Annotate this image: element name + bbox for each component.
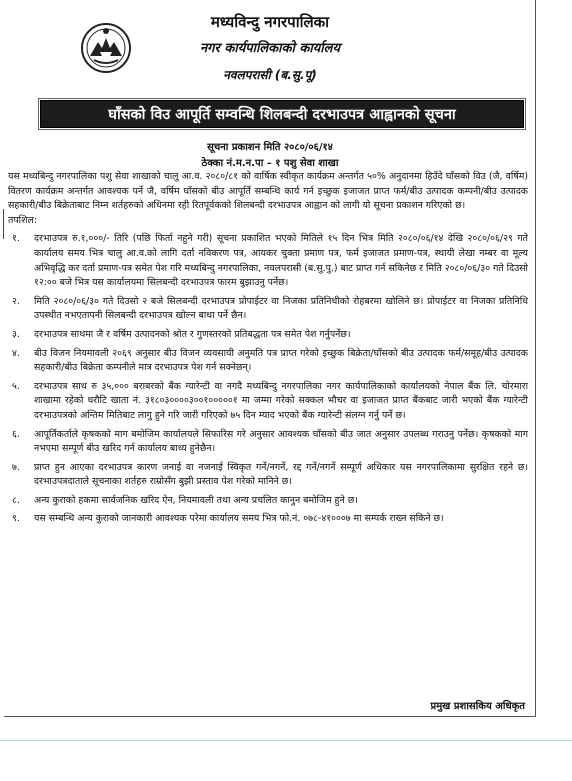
item-number: ६.: [12, 428, 20, 440]
conditions-list: [8, 232, 528, 527]
item-text: अन्य कुराको हकमा सार्वजनिक खरिद ऐन, नियमावली तथा अन्य प्रचलित कानुन बमोजिम हुने छ।: [34, 494, 358, 506]
item-number: ९.: [12, 513, 20, 525]
district-name: नवलपरासी (ब.सु.पू): [223, 68, 317, 82]
item-text: बीउ विजन नियमावली २०६९ अनुसार बीउ विजन व्यवसायी अनुमति पत्र प्राप्त गरेको इच्छुक बिक्रेता/घाँसको बीउ उत्पादक फर्म/समूह/बीउ उत्पादक सहकारी/बीउ बिक्रेता कम्पनीले मात्र दरभाउपत्र पेश गर्न सक्नेछन्।: [34, 347, 528, 374]
tapasil-label: तपशिल:: [8, 214, 37, 226]
item-text: आपूर्तिकर्ताले कृषकको माग बमोजिम कार्यालयले सिफारिस गरे अनुसार आवश्यक घाँसको बीउ जात अनुसार उपलब्ध गराउनु पर्नेछ। कृषकको माग नभएमा सम्पूर्ण बीउ खरिद गर्न कार्यालय बाध्य हुनेछैन।: [34, 428, 528, 455]
item-number: ३.: [12, 328, 20, 340]
item-number: ७.: [12, 461, 20, 473]
list-item: [8, 428, 528, 457]
page-edge-mark: [0, 209, 4, 239]
list-item: [8, 232, 528, 290]
signature-title: प्रमुख प्रशासकिय अधिकृत: [430, 701, 525, 712]
notice-header: [4, 0, 536, 96]
intro-paragraph: यस मध्यबिन्दु नगरपालिका पशु सेवा शाखाको चालु आ.व. २०८०/८१ को वार्षिक स्वीकृत कार्यक्रम अन्तर्गत ५०% अनुदानमा हिउँदे घाँसको विउ (जै, वर्षिम) वितरण कार्यक्रम अन्तर्गत आवश्यक पर्ने जै, वर्षिम घाँसको बीउ आपूर्ति सम्बन्धि कार्य गर्न इच्छुक इजाजत प्राप्त फर्म/बीउ उत्पादक कम्पनी/बीउ उत्पादक सहकारी/बीउ बिक्रेताबाट निम्न शर्तहरुको अधिनमा रही रितपूर्वकको शिलबन्दी दरभाउपत्र आह्वान को लागी यो सूचना प्रकाशन गरिएको छ।: [8, 171, 528, 212]
list-item: [8, 295, 528, 324]
notice-title-banner: घाँसको विउ आपूर्ति सम्वन्धि शिलबन्दी दरभाउपत्र आह्वानको सूचना: [40, 100, 524, 128]
item-text: प्राप्त हुन आएका दरभाउपत्र कारण जनाई वा नजनाई स्विकृत गर्ने/नगर्ने, रद्द गर्ने/नगर्ने सम्पूर्ण अधिकार यस नगरपालिकामा सुरक्षित रहने छ। दरभाउपत्रदाताले सूचनाका शर्तहरु राम्रोसँग बुझी प्रस्ताव पेश गरेको मानिने छ।: [34, 461, 528, 488]
footer-divider: [0, 740, 572, 741]
item-number: ४.: [12, 347, 20, 359]
notice-document: [4, 0, 536, 717]
list-item: [8, 461, 528, 490]
list-item: [8, 380, 528, 424]
list-item: [8, 347, 528, 376]
item-text: दरभाउपत्र साथ रु ३५,००० बराबरको बैंक ग्यारेन्टी वा नगदै मध्यबिन्दु नगरपालिका नगर कार्यपालिकाको कार्यालयको नेपाल बैंक लि. चोरमारा शाखामा रहेको धरौटि खाता नं. ३१८०३००००३००१०००००१ मा जम्मा गरेको सक्कल भौचर वा इजाजत प्राप्त बैंकबाट जारी भएको बैंक ग्यारेन्टी दरभाउपत्रको अन्तिम मितिबाट लागु हुने गरि जारी गरिएको ७५ दिन म्याद भएको बैंक ग्यारेन्टी संलग्न गर्नु पर्ने छ।: [34, 380, 528, 421]
notice-body: [8, 170, 528, 531]
item-text: दरभाउपत्र साथमा जै र वर्षिम उत्पादनको श्रोत र गुणस्तरको प्रतिबद्धता पत्र समेत पेश गर्नुपर्नेछ।: [34, 328, 351, 340]
contract-number: ठेक्का नं.म.न.पा – १ पशु सेवा शाखा: [201, 158, 339, 169]
item-text: मिति २०८०/०६/३० गते दिउसो २ बजे सिलबन्दी दरभाउपत्र प्रोपाईटर वा निजका प्रतिनिधीको रोहबरमा खोलिने छ। प्रोपाईटर वा निजका प्रतिनिधि उपस्थीत नभएतापनी सिलबन्दी दरभाउपत्र खोल्न बाधा पर्ने छैन।: [34, 295, 528, 322]
publication-date: सूचना प्रकाशन मिति २०८०/०६/१४: [207, 142, 333, 153]
item-number: ५.: [12, 380, 20, 392]
office-name: नगर कार्यपालिकाको कार्यालय: [199, 41, 341, 56]
list-item: [8, 512, 528, 527]
list-item: [8, 494, 528, 509]
item-text: यस सम्बन्धि अन्य कुराको जानकारी आवश्यक परेमा कार्यालय समय भित्र फो.नं. ०७८-४१०००७ मा सम्पर्क राख्न सकिने छ।: [34, 513, 444, 525]
item-number: १.: [12, 233, 20, 245]
list-item: [8, 328, 528, 343]
item-number: २.: [12, 295, 20, 307]
item-number: ८.: [12, 494, 20, 506]
item-text: दरभाउपत्र रु.१,०००/- तिरि (पछि फिर्ता नहुने गरी) सूचना प्रकाशित भएको मितिले १५ दिन भित्र मिति २०८०/०६/१४ देखि २०८०/०६/२९ गते कार्यालय समय भित्र चालु आ.व.को लागि दर्ता नविकरण पत्र, आयकर चुक्ता प्रमाण पत्र, फर्म इजाजत प्रमाण-पत्र, स्थायी लेखा नम्बर वा मूल्य अभिवृद्धि कर दर्ता प्रमाण-पत्र समेत पेश गरि मध्यबिन्दु नगरपालिका, नवलपरासी (ब.सु.पु.) बाट प्राप्त गर्न सकिनेछ र मिति २०८०/०६/३० गते दिउसो १२:०० बजे भित्र यस कार्यालयमा सिलबन्दी दरभाउपत्र फारम बुझाउनु पर्नेछ।: [34, 233, 528, 289]
municipality-name: मध्यविन्दु नगरपालिका: [210, 13, 330, 31]
